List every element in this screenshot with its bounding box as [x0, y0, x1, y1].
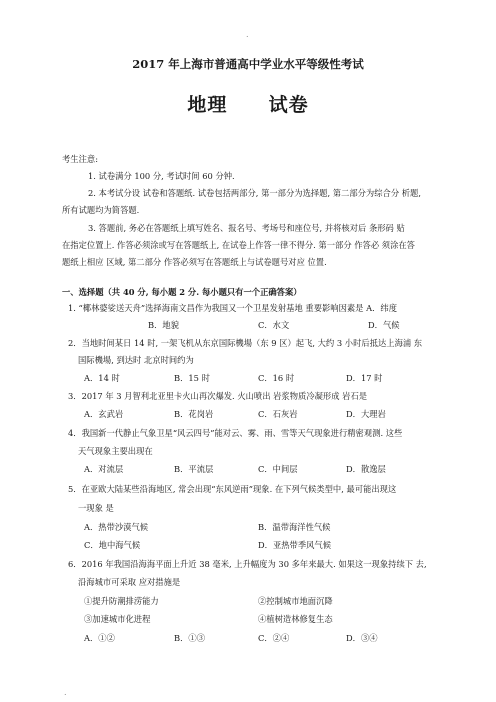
notes-heading: 考生注意: [62, 154, 98, 164]
question-4-stem-cont: 天气现象主要出现在 [78, 446, 153, 456]
q6-option-a: A．①② [84, 633, 115, 643]
q4-option-a: A．对流层 [84, 464, 124, 474]
note-2: 2. 本考试分设 试卷和答题纸. 试卷包括两部分, 第一部分为选择题, 第二部分为综合分 析题, [88, 188, 421, 198]
q3-option-d: D．大理岩 [346, 409, 386, 419]
question-2-stem-cont: 国际機場, 到达时 北京时间约为 [78, 355, 194, 365]
note-1: 1. 试卷满分 100 分, 考试时间 60 分钟. [88, 171, 235, 181]
paper-label: 试卷 [268, 94, 309, 116]
q5-option-b: B．温带海洋性气候 [258, 522, 331, 532]
question-3-stem: 3．2017 年 3 月智利北亚里卡火山再次爆发. 火山喷出 岩浆物质冷凝形成 岩石是 [68, 391, 368, 401]
q6-option-d: D．③④ [346, 633, 378, 643]
q1-option-b: B．地貌 [148, 320, 179, 330]
note-3: 3. 答题前, 务必在答题纸上填写姓名、报名号、考场号和座位号, 并将核对后 条形码 贴 [88, 223, 405, 233]
q6-option-c: C．②④ [258, 633, 290, 643]
exam-title: 2017 年上海市普通高中学业水平等级性考试 [132, 57, 364, 71]
question-5-stem: 5．在亚欧大陆某些沿海地区, 常会出现“东风逆雨”现象. 在下列气候类型中, 最可能出现这 [68, 484, 397, 494]
q4-option-d: D．散逸层 [346, 464, 386, 474]
question-4-stem: 4．我国新一代静止气象卫星“风云四号”能对云、雾、雨、雪等天气现象进行精密观测. 这些 [68, 428, 403, 438]
note-2-cont: 所有试题均为简答题. [62, 205, 140, 215]
q6-statement-2: ②控制城市地面沉降 [258, 596, 333, 606]
q6-statement-1: ①提升防潮排涝能力 [84, 596, 159, 606]
question-6-stem: 6．2016 年我国沿海海平面上升近 38 毫米, 上升幅度为 30 多年来最大. 如果这一现象持续下 去, [68, 559, 427, 569]
q4-option-c: C．中间层 [258, 464, 298, 474]
question-2-stem: 2．当地时间某日 14 时, 一架飞机从东京国际機場（东 9 区）起飞, 大约 3 小时后抵达上海浦 东 [68, 338, 423, 348]
q5-option-a: A．热带沙漠气候 [84, 522, 149, 532]
note-3-cont-2: 题纸上相应 区域, 第二部分 作答必须写在答题纸上与试卷题号对应 位置. [62, 257, 327, 267]
q3-option-a: A．玄武岩 [84, 409, 124, 419]
question-6-stem-cont: 沿海城市可采取 应对措施是 [78, 577, 181, 587]
page-dot: . [246, 30, 249, 39]
q2-option-d: D．17 时 [346, 373, 383, 383]
q6-option-b: B．①③ [174, 633, 205, 643]
q3-option-b: B．花岗岩 [174, 409, 214, 419]
page-dot-bottom: . [64, 688, 67, 697]
q5-option-c: C．地中海气候 [84, 540, 141, 550]
q2-option-b: B．15 时 [174, 373, 210, 383]
q6-statement-3: ③加速城市化进程 [84, 614, 151, 624]
q1-option-c: C．水文 [258, 320, 290, 330]
q2-option-c: C．16 时 [258, 373, 295, 383]
q4-option-b: B．平流层 [174, 464, 214, 474]
subject-name: 地理 [187, 94, 228, 116]
subject-title [0, 90, 496, 117]
question-5-stem-cont: 一现象 是 [78, 503, 114, 513]
q6-statement-4: ④植树造林修复生态 [258, 614, 333, 624]
section-heading: 一、选择题（共 40 分, 每小题 2 分. 每小题只有一个正确答案） [62, 287, 302, 297]
q5-option-d: D．亚热带季风气候 [258, 540, 332, 550]
question-1-stem: 1. “椰林婆娑送天舟”选择海南文昌作为我国又一个卫星发射基地 重要影响因素是 A．纬度 [68, 303, 397, 313]
q2-option-a: A．14 时 [84, 373, 120, 383]
q1-option-d: D．气候 [368, 320, 400, 330]
note-3-cont-1: 在指定位置上. 作答必须涂或写在答题纸上, 在试卷上作答一律不得分. 第一部分 作答必 须涂在答 [62, 240, 415, 250]
q3-option-c: C．石灰岩 [258, 409, 298, 419]
